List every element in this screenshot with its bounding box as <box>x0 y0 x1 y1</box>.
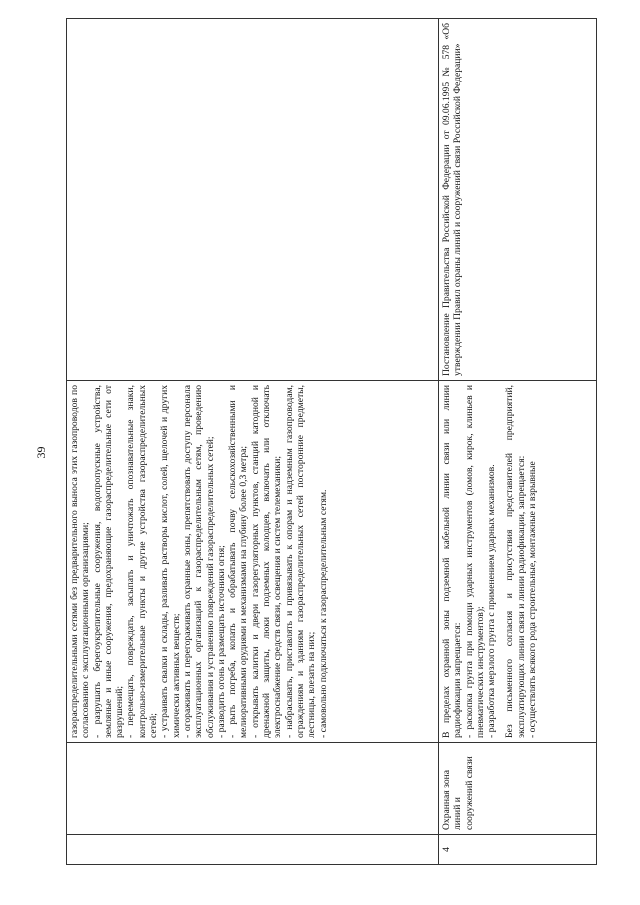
restriction-item: - устраивать свалки и склады, разливать растворы кислот, солей, щелочей и других химически активных веществ; <box>159 385 182 738</box>
row-number-cell: 4 <box>439 835 597 865</box>
restrictions-cell <box>439 381 597 743</box>
paragraph-gap <box>497 385 504 738</box>
restriction-item: - самовольно подключаться к газораспределительным сетям. <box>317 489 329 738</box>
restriction-item: - рыть погреба, копать и обрабатывать почву сельскохозяйственными и мелиоративными орудиями и механизмами на глубину более 0,3 метра; <box>227 385 250 738</box>
zone-name-cell: Охранная зона линий и сооружений связи <box>439 743 597 835</box>
zone-name-cell <box>67 743 439 835</box>
restriction-item: - огораживать и перегораживать охранные зоны, препятствовать доступу персонала эксплуатационных организаций к газораспределительным сетям, проведению обслуживания и устранению повреждений газораспределительных сетей; <box>181 385 216 738</box>
row-number-cell <box>67 835 439 865</box>
restrictions-cell <box>67 381 439 743</box>
restriction-item: - раскопка грунта при помощи ударных инструментов (ломов, кирок, клиньев и пневматических инструментов); <box>463 385 486 738</box>
page-number: 39 <box>34 446 48 459</box>
restriction-item: - перемещать, повреждать, засыпать и уничтожать опознавательные знаки, контрольно-измерительные пункты и другие устройства газораспределительных сетей; <box>125 385 160 738</box>
restriction-item: - открывать калитки и двери газорегуляторных пунктов, станций катодной и дренажной защиты, люки подземных колодцев, включать или отключать электроснабжение средств связи, освещения и систем телемеханики; <box>249 385 284 738</box>
restriction-item: - разрушать берегоукрепительные сооружения, водопропускные устройства, земляные и иные сооружения, предохраняющие газораспределительные сети от разрушений; <box>91 385 126 738</box>
restriction-item: В пределах охранной зоны подземной кабельной линии связи или линии радиофикации запрещается: <box>441 385 464 738</box>
restriction-item: - набрасывать, приставлять и привязывать к опорам и надземным газопроводам, ограждениям и зданиям газораспределительных сетей посторонние предметы, лестницы, влезать на них; <box>283 385 318 738</box>
table-row <box>67 19 439 865</box>
restriction-item: - осуществлять всякого рода строительные, монтажные и взрывные <box>527 461 539 738</box>
restrictions-table <box>66 18 597 865</box>
restriction-item: газораспределительными сетями без предварительного выноса этих газопроводов по согласованию с эксплуатационными организациями; <box>69 385 92 738</box>
legal-basis-cell <box>67 19 439 381</box>
restriction-item: - разработка мерзлого грунта с применением ударных механизмов. <box>486 464 498 738</box>
restriction-item: Без письменного согласия и присутствия представителей предприятий, эксплуатирующих линии связи и линии радиофикации, запрещается: <box>504 385 527 738</box>
restriction-item: - разводить огонь и размещать источники огня; <box>215 545 227 738</box>
legal-basis-cell: Постановление Правительства Российской Федерации от 09.06.1995 № 578 «Об утверждении Правил охраны линий и сооружений связи Российской Федерации» <box>439 19 597 381</box>
table-row <box>439 19 597 865</box>
